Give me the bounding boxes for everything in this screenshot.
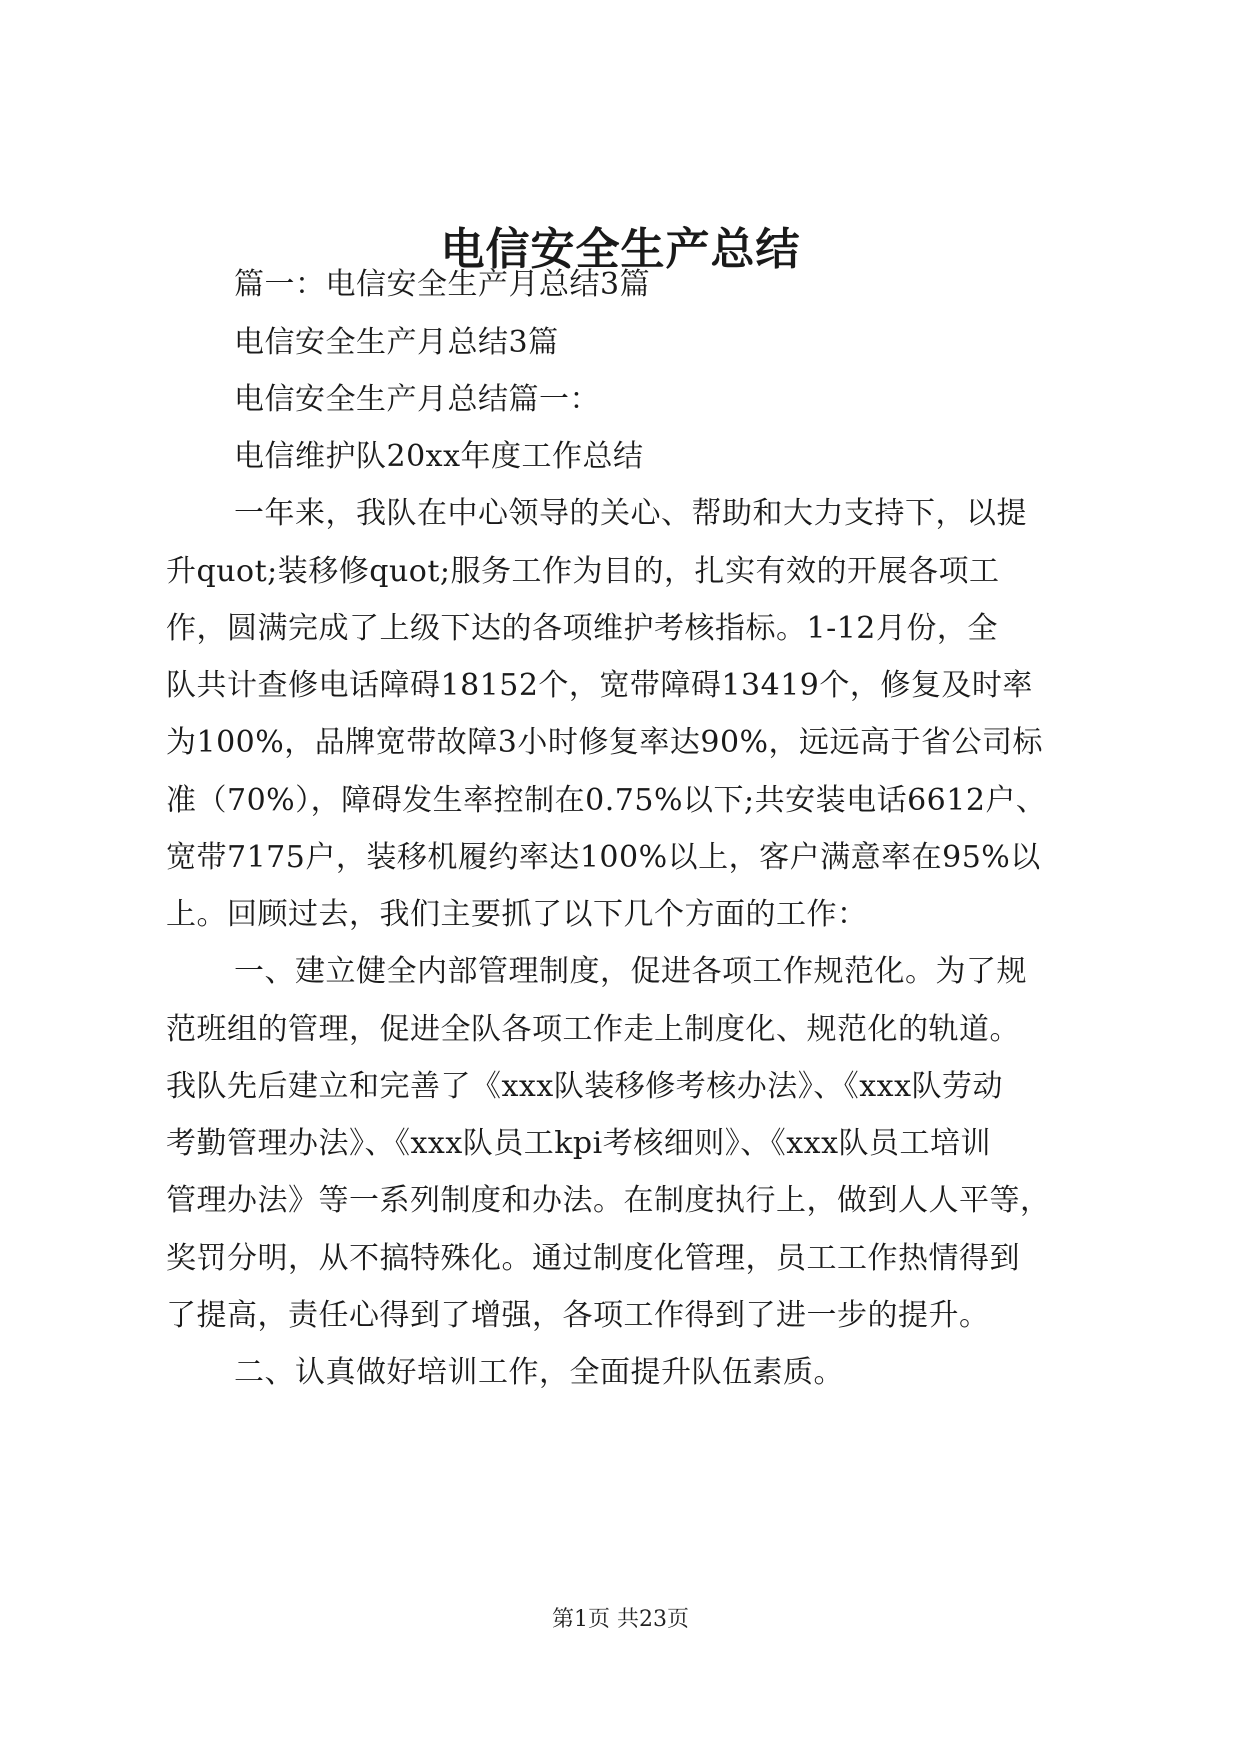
paragraph-line: 我队先后建立和完善了《xxx队装移修考核办法》、《xxx队劳动 xyxy=(166,1069,1004,1104)
heading-line-2: 电信安全生产月总结3篇 xyxy=(234,325,559,360)
paragraph-line: 考勤管理办法》、《xxx队员工kpi考核细则》、《xxx队员工培训 xyxy=(166,1126,991,1161)
paragraph-line: 管理办法》等一系列制度和办法。在制度执行上，做到人人平等， xyxy=(166,1183,1051,1218)
paragraph-line: 上。回顾过去，我们主要抓了以下几个方面的工作： xyxy=(166,897,868,932)
paragraph-line: 宽带7175户，装移机履约率达100%以上，客户满意率在95%以 xyxy=(166,840,1041,875)
paragraph-line: 奖罚分明，从不搞特殊化。通过制度化管理，员工工作热情得到 xyxy=(166,1241,1020,1276)
paragraph-line: 升quot;装移修quot;服务工作为目的，扎实有效的开展各项工 xyxy=(166,554,1000,589)
paragraph-line: 范班组的管理，促进全队各项工作走上制度化、规范化的轨道。 xyxy=(166,1012,1020,1047)
heading-line-1: 篇一：电信安全生产月总结3篇 xyxy=(234,267,651,302)
paragraph-line: 准（70%），障碍发生率控制在0.75%以下;共安装电话6612户、 xyxy=(166,783,1047,818)
paragraph-line: 为100%，品牌宽带故障3小时修复率达90%，远远高于省公司标 xyxy=(166,725,1044,760)
paragraph-line: 了提高，责任心得到了增强，各项工作得到了进一步的提升。 xyxy=(166,1298,990,1333)
heading-line-4: 电信维护队20xx年度工作总结 xyxy=(234,439,644,474)
section-heading: 二、认真做好培训工作，全面提升队伍素质。 xyxy=(234,1355,844,1390)
paragraph-line: 队共计查修电话障碍18152个，宽带障碍13419个，修复及时率 xyxy=(166,668,1033,703)
paragraph-line: 作，圆满完成了上级下达的各项维护考核指标。1-12月份，全 xyxy=(166,611,998,646)
page-number: 第1页 共23页 xyxy=(552,1607,689,1632)
heading-line-3: 电信安全生产月总结篇一： xyxy=(234,382,600,417)
document-title: 电信安全生产总结 xyxy=(440,224,801,275)
paragraph-line: 一年来，我队在中心领导的关心、帮助和大力支持下，以提 xyxy=(234,496,1027,531)
paragraph-line: 一、建立健全内部管理制度，促进各项工作规范化。为了规 xyxy=(234,954,1027,989)
